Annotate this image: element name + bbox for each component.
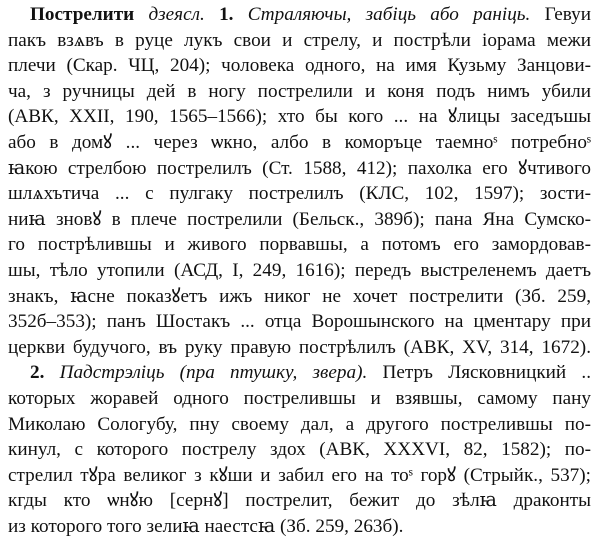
- entry-line-12: знакъ, ꙗсне показꙋетъ ижъ никог не хочет пострелити (Зб. 259,: [8, 285, 591, 307]
- entry-line-4: ча, з ручницы дей в ногу пострелили и коня подъ нимъ убили: [8, 80, 591, 102]
- entry-line-15: [8, 360, 591, 386]
- line-text: Петръ Лясковницкий ..: [382, 362, 591, 384]
- entry-line-13: 352б–353); панъ Шостакъ ... отца Ворошынского на цментару при: [8, 311, 591, 333]
- entry-line-1: [8, 2, 591, 28]
- entry-line-19: стрелил тꙋра великог з кꙋши и забил его на тоˢ горꙋ (Стрыйк., 537);: [8, 464, 591, 486]
- part-of-speech: дзеясл.: [148, 4, 205, 25]
- line-text: Гевуи: [544, 4, 591, 25]
- entry-line-17: Миколаю Сологубу, пну своему дал, а другого пострелившы по-: [8, 413, 591, 435]
- entry-line-7: ꙗкою стрелбою пострелилъ (Ст. 1588, 412); пахолка его ꙋчтивого: [8, 157, 591, 179]
- headword: Пострелити: [30, 4, 135, 25]
- entry-line-16: которых жоравей одного пострелившы и взявшы, самому пану: [8, 387, 591, 409]
- entry-line-5: (АВК, XXII, 190, 1565–1566); хто бы кого ... на ꙋлицы заседъшы: [8, 106, 591, 128]
- sense-gloss-1: Страляючы, забіць або раніць.: [247, 4, 531, 25]
- entry-line-9: ниꙗ зновꙋ в плече пострелили (Бельск., 389б); пана Яна Сумско-: [8, 208, 591, 230]
- sense-number-1: 1.: [219, 4, 234, 25]
- entry-line-11: шы, тѣло утопили (АСД, I, 249, 1616); передъ выстреленемъ даетъ: [8, 259, 591, 281]
- entry-line-18: кинул, с которого пострелу здох (АВК, XXXVI, 82, 1582); по-: [8, 439, 591, 461]
- entry-line-20: кгды кто ѡнꙋю [сернꙋ] пострелит, бежит до зѣлꙗ драконты: [8, 490, 591, 512]
- entry-line-14: церкви будучого, въ руку правую пострѣлилъ (АВК, XV, 314, 1672).: [8, 336, 591, 358]
- entry-line-3: плечи (Скар. ЧЦ, 204); чоловека одного, на имя Кузьму Занцови-: [8, 55, 591, 77]
- entry-line-2: пакъ взѧвъ в руце лукъ свои и стрелу, и пострѣли іорама межи: [8, 29, 591, 51]
- sense-gloss-2: Падстрэліць (пра птушку, звера).: [59, 362, 368, 384]
- entry-line-10: го пострѣлившы и живого порвавшы, а потомъ его замордовав-: [8, 234, 591, 256]
- entry-line-6: або в домꙋ ... через ѡкно, албо в коморъце таемноˢ потребноˢ: [8, 131, 591, 153]
- entry-line-21: из которого того зелиꙗ наестсꙗ (Зб. 259, 263б).: [8, 515, 404, 537]
- entry-line-8: шлѧхътича ... с пулгаку пострелилъ (КЛС, 102, 1597); зости-: [8, 183, 591, 205]
- sense-number-2: 2.: [30, 362, 45, 384]
